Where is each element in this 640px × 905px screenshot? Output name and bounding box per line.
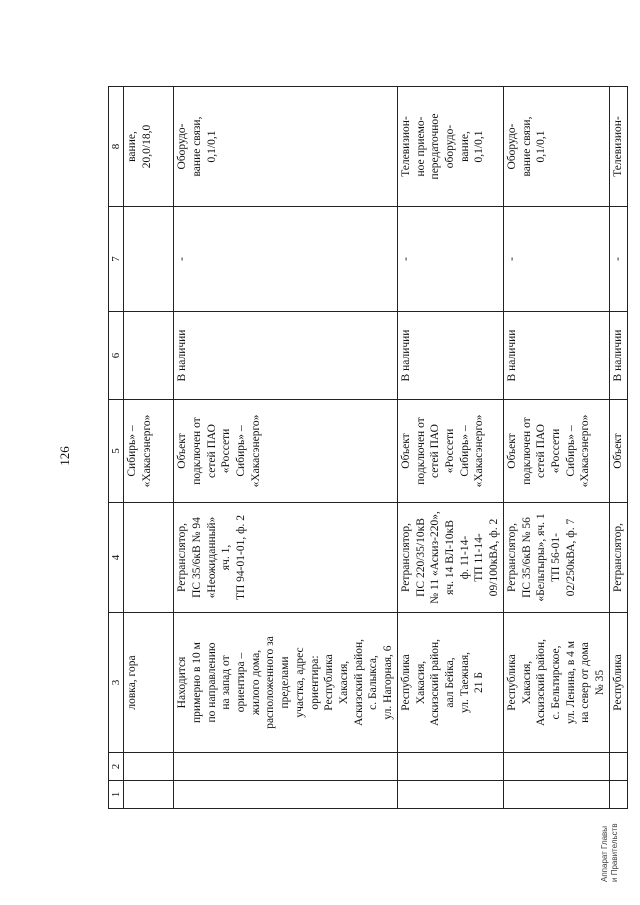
table-cell [124,207,174,312]
column-number: 2 [109,753,124,781]
table-cell: Объект подключен от сетей ПАО «Россети Сибирь» – «Хакасэнерго» [174,400,398,503]
table-cell: Оборудо- вание связи, 0,1/0,1 [503,87,609,207]
table-cell: Сибирь» – «Хакасэнерго» [124,400,174,503]
column-number: 5 [109,400,124,503]
table-cell [609,753,627,781]
table-cell [124,781,174,809]
table-cell: В наличии [609,312,627,400]
table-cell: Находится примерно в 10 м по направлению на запад от ориентира – жилого дома, расположенного за пределами участка, адрес ориентира: Республика Хакасия, Аскизский район, с. Балыкса, ул. Нагорная, 6 [174,613,398,753]
table-cell: Ретранслятор, ПС 35/6кВ № 94 «Неожиданный» яч. 1, ТП 94-01-01, ф. 2 [174,503,398,613]
table-cell: - [609,207,627,312]
table-row [609,87,627,809]
table-cell [609,781,627,809]
table-row [174,87,398,809]
column-number: 7 [109,207,124,312]
table-cell: Объект [609,400,627,503]
table-cell: вание, 20,0/18,0 [124,87,174,207]
table-cell [503,753,609,781]
table-cell: Телевизион- ное приемо- передаточное оборудо- вание, 0,1/0,1 [397,87,503,207]
column-number: 4 [109,503,124,613]
table-cell: ловка, гора [124,613,174,753]
table-cell: Телевизион- [609,87,627,207]
table-cell [503,781,609,809]
rotated-table [108,87,624,809]
table-cell: Объект подключен от сетей ПАО «Россети Сибирь» – «Хакасэнерго» [397,400,503,503]
table-cell: В наличии [503,312,609,400]
footer-stamp [600,823,619,882]
table-row [503,87,609,809]
table-cell [124,312,174,400]
table-cell: Ретранслятор, ПС 220/35/10кВ № 11 «Аскиз-220», яч. 14 ВЛ-10кВ ф. 11-14- ТП 11-14- 09/100кВА, ф. 2 [397,503,503,613]
table-cell: - [174,207,398,312]
table-cell [397,781,503,809]
table-cell: Республика Хакасия, Аскизский район, с. Бельтирское, ул. Ленина, в 4 м на север от дома № 35 [503,613,609,753]
table-row [124,87,174,809]
column-number: 8 [109,87,124,207]
table-cell: Ретранслятор, ПС 35/6кВ № 56 «Бельтыры», яч. 1 ТП 56-01- 02/250кВА, ф. 7 [503,503,609,613]
column-number: 1 [109,781,124,809]
table-container [108,87,624,809]
table-cell [174,753,398,781]
table-cell [397,753,503,781]
table-cell: В наличии [397,312,503,400]
column-number: 3 [109,613,124,753]
footer-line: Аппарат Главы [600,825,609,882]
table-cell [124,503,174,613]
table-cell [124,753,174,781]
table-cell: - [397,207,503,312]
page-number: 126 [56,446,72,466]
footer-line: и Правительств [609,823,619,882]
table-cell: - [503,207,609,312]
table-cell: Ретранслятор, [609,503,627,613]
table-cell: Республика Хакасия, Аскизский район, аал Бейка, ул. Таежная, 21 Б [397,613,503,753]
column-number-row [109,87,124,809]
table-cell [174,781,398,809]
table-cell: Объект подключен от сетей ПАО «Россети Сибирь» – «Хакасэнерго» [503,400,609,503]
column-number: 6 [109,312,124,400]
table-cell: Республика [609,613,627,753]
table-cell: В наличии [174,312,398,400]
table-cell: Оборудо- вание связи, 0,1/0,1 [174,87,398,207]
data-table [108,86,628,809]
table-row [397,87,503,809]
